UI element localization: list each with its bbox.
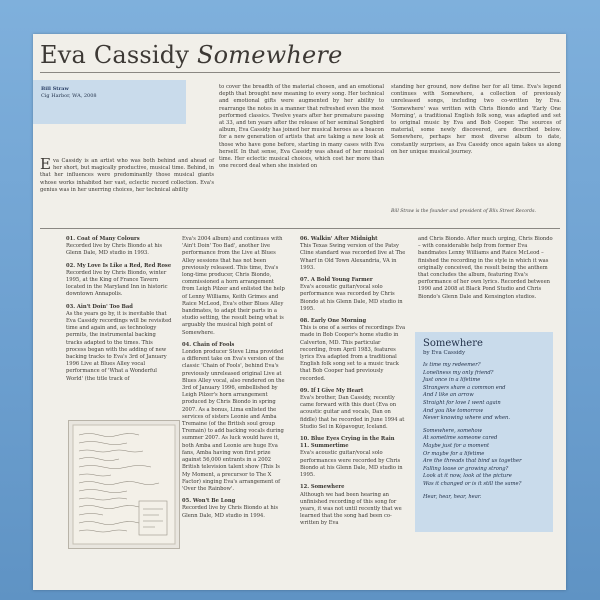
track-text: Eva's acoustic guitar/vocal solo performances were recorded by Chris Biondo at his Glenn Dale, MD studio in 1995. [300, 450, 403, 479]
lyric-line: And I like an arrow [423, 392, 474, 399]
track-text: and Chris Biondo. After much urging, Chris Biondo – with considerable help from former Eva bandmates Lenny Williams and Raice McLeod – finished the recording in the style in which it was originally conceived, the result being the anthem that concludes the album, featuring Eva's performance of her own lyrics. Recorded between 1990 and 2008 at Black Pond Studio and Chris Biondo's Glenn Dale and Kensington studios. [418, 236, 553, 300]
track-title: 11. Summertime [300, 443, 349, 450]
track-text: Eva's 2004 album) and continues with 'Ain't Doin' Too Bad', another live performance from the Live at Blues Alley sessions that has not been previously released. This time, Eva's long-time producer, Chris Biondo, commissioned a horn arrangement from Leigh Pilzer and enlisted the help of Lenny Williams, Keith Grimes and Raice McLeod, Eva's other Blues Alley bandmates, to adapt their parts in a studio setting, the result being what is arguably the musical high point of Somewhere. [182, 236, 285, 336]
track-note [182, 498, 288, 520]
track-note [182, 236, 288, 337]
track-title: 05. Won't Be Long [182, 498, 236, 505]
track-title: 06. Walkin' After Midnight [300, 236, 378, 242]
page-title [40, 41, 343, 69]
track-note [300, 436, 408, 443]
track-text: This Texas Swing version of the Patsy Cline standard was recorded live at The Wharf in Old Town Alexandria, VA in 1993. [300, 243, 406, 271]
lyric-line: And you like tomorrow [423, 407, 484, 414]
track-title: 12. Somewhere [300, 484, 345, 491]
lyric-line: Look at it now, look at the picture [423, 473, 512, 480]
track-note [418, 236, 553, 301]
album-title: Somewhere [196, 41, 343, 69]
section-rule [40, 228, 560, 229]
track-text: Recorded live by Chris Biondo at his Glenn Dale, MD studio in 1993. [66, 243, 162, 257]
lyric-line: At sometime someone cared [423, 435, 498, 442]
track-text: Eva's brother, Dan Cassidy, recently came forward with this duet (Eva on acoustic guitar and vocals, Dan on fiddle) that he recorded in June 1994 at Studio Sel in Kópavogur, Iceland. [300, 395, 405, 430]
track-note [300, 443, 408, 479]
lyric-line: Is time my redeemer? [423, 362, 481, 368]
intro-column-1 [40, 155, 214, 194]
handwritten-lyrics-sketch [68, 420, 180, 549]
track-note [300, 484, 408, 527]
lyrics-box [415, 332, 553, 532]
track-text: Although we had been hearing an unfinished recording of this song for years, it was not until recently that we learned that the song had been co-written by Eva [300, 491, 402, 527]
track-notes-column-1 [66, 236, 172, 388]
drop-cap: E [40, 155, 51, 173]
track-title: 03. Ain't Doin' Too Bad [66, 303, 133, 310]
lyric-line: Hear, hear, hear, hear. [423, 493, 482, 500]
lyric-line: Strangers share a common end [423, 384, 506, 391]
author-credit-box [33, 80, 186, 124]
lyrics-stanza-2 [423, 428, 545, 489]
track-title: 02. My Love Is Like a Red, Red Rose [66, 262, 172, 269]
track-text: As the years go by, it is inevitable that Eva Cassidy recordings will be revisited time and again and, as technology permits, the instrumental backing tracks adapted to the times. This process began with the adding of new backing tracks to Eva's 3rd of January 1996 Live at Blues Alley vocal performance of 'What a Wonderful World' (the title track of [66, 310, 172, 382]
track-title: 07. A Bold Young Farmer [300, 277, 373, 284]
track-text: This is one of a series of recordings Eva made in Bob Cooper's home studio in Calverton, MD. This particular recording, from April 1983, features lyrics Eva adapted from a traditional English folk song set to a music track that Bob Cooper had previously recorded. [300, 325, 406, 382]
track-title: 09. If I Give My Heart [300, 387, 364, 394]
lyric-line: Never knowing where and when. [423, 415, 511, 422]
lyric-line: Loneliness my only friend? [423, 369, 494, 376]
lyric-line: Are the threads that bind us together [423, 458, 522, 465]
author-location: Cig Harbor, WA, 2008 [41, 93, 97, 99]
track-notes-column-3 [300, 236, 408, 533]
lyrics-title: Somewhere [423, 338, 483, 349]
track-note [300, 318, 408, 383]
title-rule [40, 72, 560, 73]
track-title: 10. Blue Eyes Crying in the Rain [300, 436, 395, 443]
track-note [300, 236, 408, 272]
track-note [66, 263, 172, 299]
track-title: 04. Chain of Fools [182, 341, 235, 348]
track-text: London producer Steve Lima provided a different take on Eva's version of the classic 'Chain of Fools', behind Eva's previously unreleased original Live at Blues Alley vocal, also rendered on the 3rd of January 1996, embellished by Leigh Pilzer's horn arrangement produced by Chris Biondo in spring 2007. As a bonus, Lima enlisted the services of sisters Leonie and Amba Tremaine (of the British soul group Tremain) to add backing vocals during summer 2007. As luck would have it, both Amba and Leonie are huge Eva fans, Amba having won first prize against 56,000 entrants in a 2002 British television talent show (This Is My Moment, a precursor to The X Factor) singing Eva's arrangement of 'Over the Rainbow'. [182, 349, 285, 492]
track-text: Recorded live by Chris Biondo at his Glenn Dale, MD studio in 1994. [182, 505, 278, 519]
intro-column-2: to cover the breadth of the material chosen, and an emotional depth that brought new meaning to every song. Her technical and emotional gifts were augmented by her ability to rearrange the notes in a manner that refreshed even the most performed classics. Twelve years after her premature passing at 33, and ten years after the release of her seminal Songbird album, Eva Cassidy has joined her musical heroes as a beacon for a new generation of artists that are taking a new look at those who have gone before, starting in many cases with Eva herself. In that sense, Eva Cassidy was ahead of her musical time. Her eclectic musical choices, which cost her more than one record deal when she insisted on [219, 84, 384, 170]
author-name: Bill Straw [41, 86, 69, 92]
track-note [66, 304, 172, 383]
artist-name: Eva Cassidy [40, 41, 190, 69]
track-title: 08. Early One Morning [300, 318, 367, 325]
lyric-line: Maybe just for a moment [423, 442, 490, 449]
track-text: Eva's acoustic guitar/vocal solo performance was recorded by Chris Biondo at his Glenn Dale, MD studio in 1995. [300, 284, 403, 312]
lyrics-stanza-3 [423, 494, 545, 502]
track-text: Recorded live by Chris Biondo, winter 1995, at the King of France Tavern located in the Maryland Inn in historic downtown Annapolis. [66, 269, 168, 298]
track-notes-column-2 [182, 236, 288, 525]
intro-column-3: standing her ground, now define her for all time. Eva's legend continues with Somewhere, a collection of previously unreleased songs, including two co-written by Eva. 'Somewhere' was written with Chris Biondo and 'Early One Morning', a traditional English folk song, was adapted and set to original music by Eva and Bob Cooper. The sources of material, some newly discovered, are described below. Somewhere, perhaps her most diverse album to date, constantly surprises, as Eva Cassidy once again takes us along on her unique musical journey. [391, 84, 561, 155]
intro-text-1: va Cassidy is an artist who was both behind and ahead of her short, but magically productive, musical time. Behind, in that her influences were predominantly those musical giants whose works inhabited her vast, eclectic record collection. Eva's genius was in her unerring choices, her technical ability [40, 158, 214, 193]
lyric-line: Just once in a lifetime [423, 377, 481, 384]
lyric-line: Somewhere, somehow [423, 427, 483, 434]
lyric-line: Was it changed or is it still the same? [423, 480, 522, 487]
track-note [182, 342, 288, 493]
track-title: 01. Coat of Many Colours [66, 236, 140, 242]
track-notes-column-4 [418, 236, 553, 306]
lyric-line: Falling loose or growing strong? [423, 465, 509, 472]
track-note [300, 277, 408, 313]
lyric-line: Straight for love I went again [423, 399, 501, 406]
lyric-line: Or maybe for a lifetime [423, 450, 485, 457]
track-note [66, 236, 172, 258]
lyrics-stanza-1 [423, 362, 545, 423]
sketch-illustration [69, 421, 179, 548]
lyrics-author: by Eva Cassidy [423, 350, 466, 356]
track-note [300, 388, 408, 431]
author-signoff: Bill Straw is the founder and president of Blix Street Records. [391, 209, 536, 214]
